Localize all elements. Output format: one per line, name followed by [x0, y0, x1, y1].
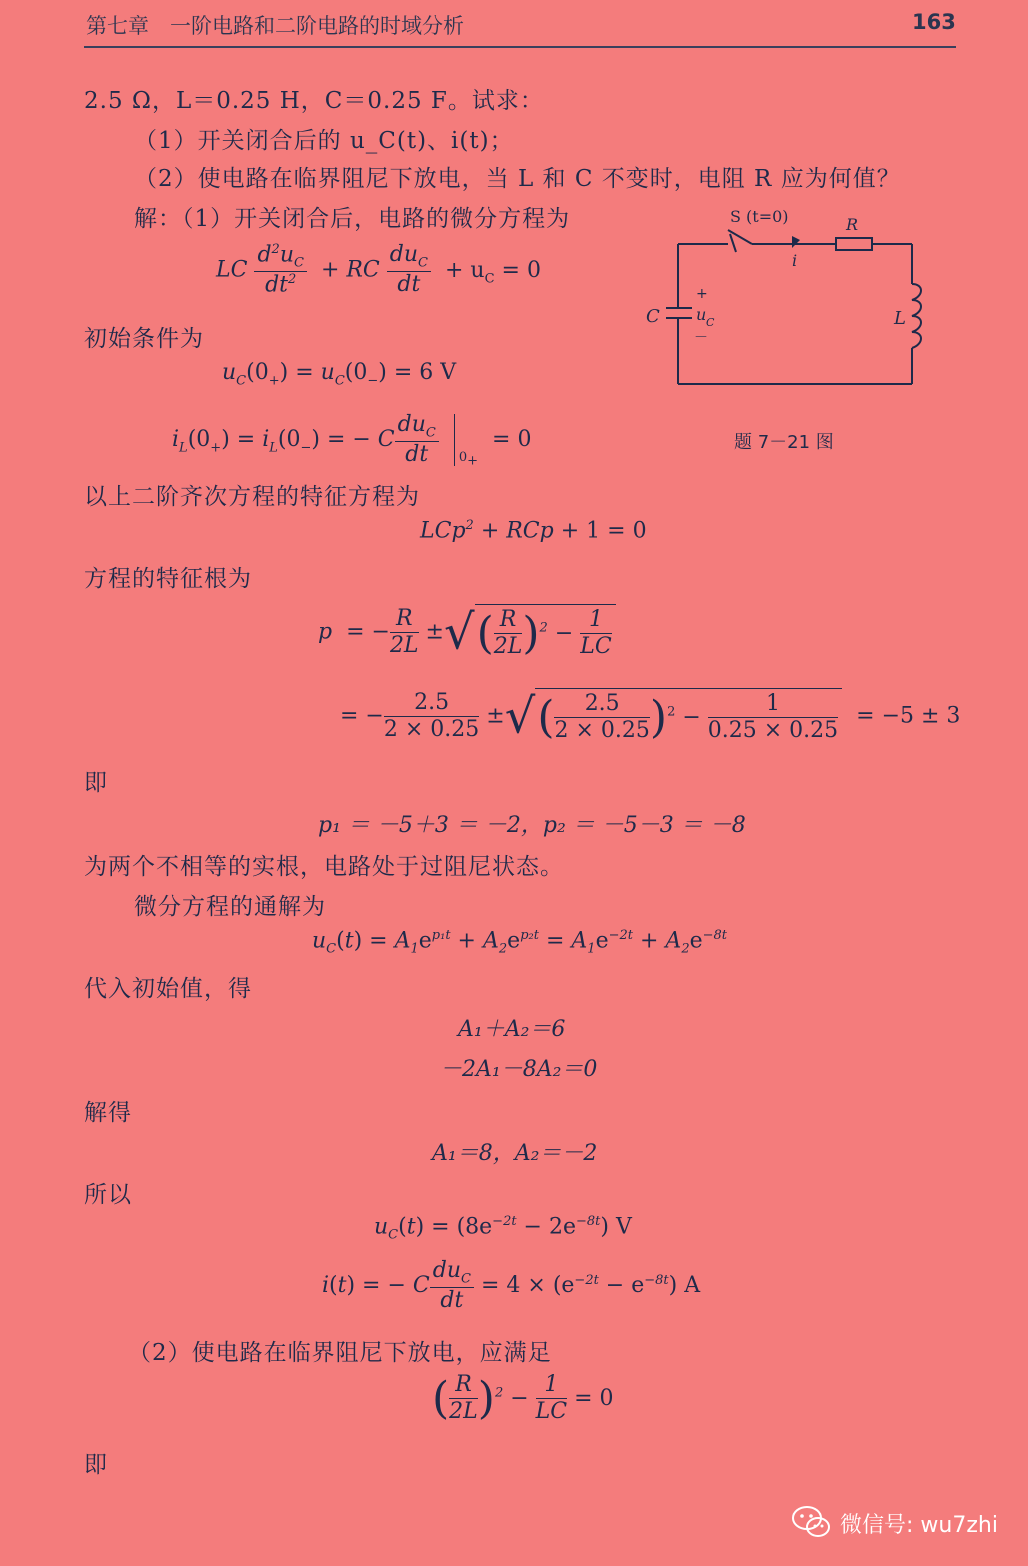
overdamped-text: 为两个不相等的实根，电路处于过阻尼状态。	[84, 854, 564, 880]
wechat-icon	[790, 1500, 834, 1544]
therefore-label: 所以	[84, 1182, 132, 1208]
voltage-subscript: C	[706, 316, 715, 329]
circuit-diagram	[640, 200, 940, 400]
equation-a-sum: A₁＋A₂＝6	[458, 1017, 566, 1042]
equation-roots-numeric: = − $\frac{2.5}{2 \times 0.25}$ ±√( $\frac{2.5}{2 \times 0.25}$ )$^2$ − $\frac{1}{0.25 \times 0.25}$ = −5 ± 3	[340, 688, 961, 745]
header-rule	[84, 46, 956, 48]
solution-intro: 解：（1）开关闭合后，电路的微分方程为	[134, 206, 571, 232]
resistor-label: R	[846, 215, 859, 234]
init-label: 初始条件为	[84, 326, 204, 352]
solved-label: 解得	[84, 1100, 132, 1126]
equation-critical-damping: ( $\frac{R}{2L}$ )$^2$ − $\frac{1}{LC}$ = 0	[432, 1372, 614, 1425]
page-number: 163	[912, 10, 956, 34]
chapter-title: 第七章 一阶电路和二阶电路的时域分析	[86, 14, 464, 38]
switch-label: S (t=0)	[730, 207, 789, 226]
equation-init-uc: $u_C(0_+) = u_C(0_-) = 6$ V	[222, 360, 457, 389]
problem-q2: （2）使电路在临界阻尼下放电，当 L 和 C 不变时，电阻 R 应为何值？	[134, 166, 901, 192]
watermark-text: 微信号: wu7zhi	[840, 1513, 998, 1538]
roots-values: p₁ ＝ －5＋3 ＝ －2，p₂ ＝ －5－3 ＝ －8	[318, 813, 746, 838]
char-eq-label: 以上二阶齐次方程的特征方程为	[84, 484, 420, 510]
figure-caption: 题 7－21 图	[734, 432, 834, 453]
ji-label-2: 即	[84, 1452, 108, 1478]
part2-label: （2）使电路在临界阻尼下放电，应满足	[128, 1340, 552, 1366]
equation-a-weighted: －2A₁－8A₂＝0	[440, 1057, 598, 1082]
ji-label-1: 即	[84, 770, 108, 796]
current-label: i	[792, 251, 798, 270]
general-solution-label: 微分方程的通解为	[134, 894, 326, 920]
substitute-label: 代入初始值，得	[84, 976, 252, 1002]
equation-differential: LC $\frac{d^2u_C}{dt^2}$ + RC $\frac{du_C}{dt}$ + $u_C = 0$	[216, 242, 541, 298]
equation-uc-result: $u_C(t) = (8e^{-2t} - 2e^{-8t})$ V	[374, 1214, 632, 1243]
equation-init-il: $i_L(0_+) = i_L(0_-)$ = − C $\frac{du_C}{dt}$ $_{0_+}$ = 0	[172, 412, 532, 469]
problem-given: 2.5 Ω，L＝0.25 H，C＝0.25 F。试求：	[84, 88, 544, 114]
a-values: A₁＝8，A₂＝－2	[432, 1141, 598, 1166]
voltage-label: u	[696, 305, 707, 324]
inductor-label: L	[894, 308, 906, 329]
problem-q1: （1）开关闭合后的 u_C(t)、i(t)；	[134, 128, 514, 154]
char-roots-label: 方程的特征根为	[84, 566, 252, 592]
capacitor-label: C	[646, 306, 660, 327]
equation-characteristic: LCp$^2$ + RCp + 1 = 0	[420, 518, 647, 544]
equation-roots-symbolic: p = − $\frac{R}{2L}$ ±√( $\frac{R}{2L}$ )$^2$ − $\frac{1}{LC}$	[318, 604, 616, 661]
equation-i-result: i(t) = − C $\frac{du_C}{dt}$ = $4 \times (e^{-2t} - e^{-8t})$ A	[322, 1258, 701, 1313]
equation-general-solution: $u_C(t) = A_1e^{p_1t} + A_2e^{p_2t} = A_1e^{-2t} + A_2e^{-8t}$	[312, 928, 728, 957]
minus-sign: －	[694, 330, 708, 346]
plus-sign: +	[696, 286, 708, 302]
